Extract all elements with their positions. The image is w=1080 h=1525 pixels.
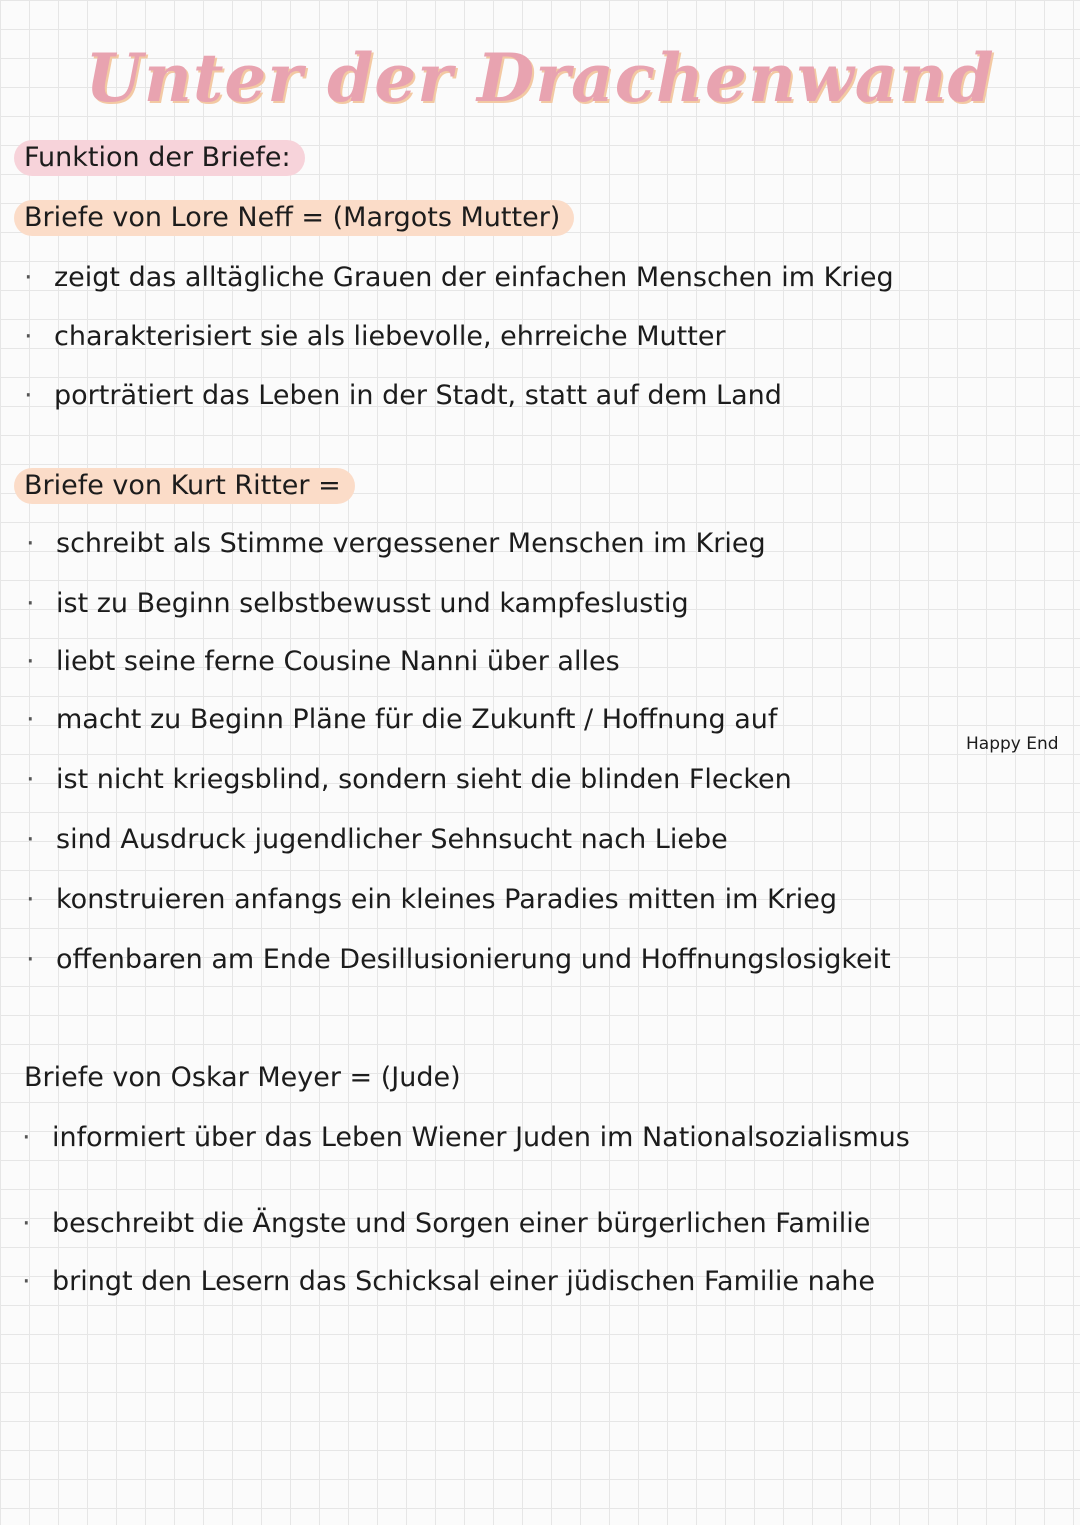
bullet-dot: ·: [26, 824, 35, 855]
bullet-dot: ·: [24, 262, 33, 293]
kurt-item: [26, 884, 837, 916]
kurt-item-text: offenbaren am Ende Desillusionierung und Hoffnungslosigkeit: [56, 944, 891, 975]
bullet-dot: ·: [22, 1208, 31, 1239]
lore-item: [24, 321, 726, 353]
kurt-item: [26, 646, 620, 678]
lore-item: [24, 262, 894, 294]
bullet-dot: ·: [22, 1122, 31, 1153]
heading-oskar-meyer: Briefe von Oskar Meyer = (Jude): [24, 1062, 461, 1093]
kurt-item: [26, 764, 792, 796]
bullet-dot: ·: [22, 1266, 31, 1297]
oskar-item-text: informiert über das Leben Wiener Juden im Nationalsozialismus: [52, 1122, 910, 1153]
kurt-item-text: konstruieren anfangs ein kleines Paradies mitten im Krieg: [56, 884, 838, 915]
kurt-item: [26, 588, 689, 620]
bullet-dot: ·: [24, 380, 33, 411]
kurt-item-text: macht zu Beginn Pläne für die Zukunft / Hoffnung auf: [56, 704, 778, 735]
bullet-dot: ·: [26, 944, 35, 975]
bullet-dot: ·: [26, 588, 35, 619]
lore-item-text: porträtiert das Leben in der Stadt, statt auf dem Land: [54, 380, 782, 411]
kurt-item-text: ist zu Beginn selbstbewusst und kampfeslustig: [56, 588, 689, 619]
bullet-dot: ·: [26, 704, 35, 735]
bullet-dot: ·: [26, 764, 35, 795]
oskar-item: [22, 1208, 870, 1240]
lore-item-text: charakterisiert sie als liebevolle, ehrreiche Mutter: [54, 321, 726, 352]
oskar-item: [22, 1266, 875, 1298]
heading-lore-neff: Briefe von Lore Neff = (Margots Mutter): [14, 200, 574, 236]
lore-item-text: zeigt das alltägliche Grauen der einfachen Menschen im Krieg: [54, 262, 894, 293]
kurt-item: [26, 704, 777, 736]
lore-item: [24, 380, 782, 412]
bullet-dot: ·: [26, 528, 35, 559]
heading-kurt-ritter: Briefe von Kurt Ritter =: [14, 468, 355, 504]
kurt-item-text: sind Ausdruck jugendlicher Sehnsucht nach Liebe: [56, 824, 728, 855]
kurt-item-text: schreibt als Stimme vergessener Menschen im Krieg: [56, 528, 766, 559]
page-title: Unter der Drachenwand: [85, 39, 995, 117]
kurt-item: [26, 944, 1046, 976]
bullet-dot: ·: [24, 321, 33, 352]
heading-funktion: Funktion der Briefe:: [14, 140, 305, 176]
kurt-item: [26, 528, 766, 560]
kurt-item: [26, 824, 728, 856]
bullet-dot: ·: [26, 884, 35, 915]
kurt-item-text: liebt seine ferne Cousine Nanni über alles: [56, 646, 620, 677]
kurt-note: Happy End: [966, 734, 1059, 754]
bullet-dot: ·: [26, 646, 35, 677]
kurt-item-text: ist nicht kriegsblind, sondern sieht die blinden Flecken: [56, 764, 792, 795]
oskar-item-text: beschreibt die Ängste und Sorgen einer bürgerlichen Familie: [52, 1208, 871, 1239]
oskar-item-text: bringt den Lesern das Schicksal einer jüdischen Familie nahe: [52, 1266, 875, 1297]
oskar-item: [22, 1122, 1052, 1154]
